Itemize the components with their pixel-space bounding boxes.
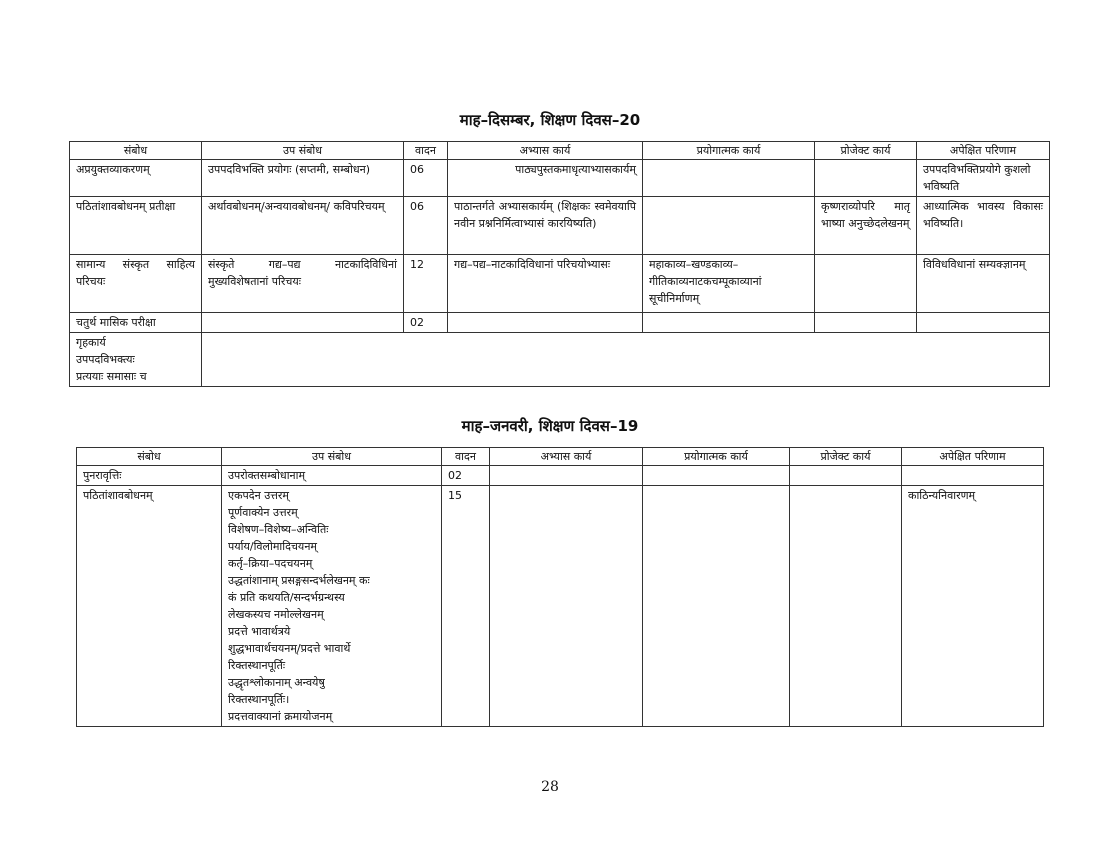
header-parinam: अपेक्षित परिणाम xyxy=(902,448,1044,466)
cell-sambodh: अप्रयुक्तव्याकरणम् xyxy=(70,160,202,197)
cell-prayogatmak xyxy=(643,486,790,727)
cell-vadan: 02 xyxy=(442,466,490,486)
subtopic-line: एकपदेन उत्तरम् xyxy=(228,489,289,502)
table-row xyxy=(70,160,1050,197)
cell-parinam xyxy=(902,466,1044,486)
cell-vadan: 06 xyxy=(404,160,448,197)
cell-prayogatmak xyxy=(643,197,815,255)
header-sambodh: संबोध xyxy=(77,448,222,466)
cell-abhyas: पाठ्यपुस्तकमाधृत्याभ्यासकार्यम् xyxy=(448,160,643,197)
subtopic-line: रिक्तस्थानपूर्तिः। xyxy=(228,693,290,706)
header-vadan: वादन xyxy=(404,142,448,160)
subtopic-line: लेखकस्यच नमोल्लेखनम् xyxy=(228,608,324,621)
header-sambodh: संबोध xyxy=(70,142,202,160)
homework-line: प्रत्ययाः समासाः च xyxy=(76,370,147,383)
homework-blank-cell xyxy=(202,333,1050,387)
december-schedule-table xyxy=(69,141,1050,387)
header-up-sambodh: उप संबोध xyxy=(222,448,442,466)
cell-vadan: 06 xyxy=(404,197,448,255)
cell-sambodh: पठितांशावबोधनम् प्रतीक्षा xyxy=(70,197,202,255)
header-parinam: अपेक्षित परिणाम xyxy=(917,142,1050,160)
subtopic-line: कं प्रति कथयति/सन्दर्भग्रन्थस्य xyxy=(228,591,345,604)
header-prayogatmak: प्रयोगात्मक कार्य xyxy=(643,142,815,160)
subtopic-line: पर्याय/विलोमादिचयनम् xyxy=(228,540,317,553)
table-row xyxy=(70,255,1050,313)
header-abhyas: अभ्यास कार्य xyxy=(490,448,643,466)
header-abhyas: अभ्यास कार्य xyxy=(448,142,643,160)
subtopic-line: पूर्णवाक्येन उत्तरम् xyxy=(228,506,298,519)
subtopic-line: उद्धृतश्लोकानाम् अन्वयेषु xyxy=(228,676,325,689)
subtopic-line: रिक्तस्थानपूर्तिः xyxy=(228,659,286,672)
cell-prayogatmak: महाकाव्य–खण्डकाव्य– गीतिकाव्यनाटकचम्पूकाव्यानां सूचीनिर्माणम् xyxy=(643,255,815,313)
subtopic-line: प्रदत्ते भावार्थत्रये xyxy=(228,625,291,638)
subtopic-line: उद्धतांशानाम् प्रसङ्गसन्दर्भलेखनम् कः xyxy=(228,574,370,587)
cell-up-sambodh: संस्कृते गद्य–पद्य नाटकादिविधिनां मुख्यविशेषतानां परिचयः xyxy=(202,255,404,313)
homework-line: उपपदविभक्त्यः xyxy=(76,353,135,366)
cell-abhyas: पाठान्तर्गते अभ्यासकार्यम् (शिक्षकः स्वमेवयापि नवीन प्रश्ननिर्मित्वाभ्यासं कारयिष्यति) xyxy=(448,197,643,255)
section-2-heading: माह–जनवरी, शिक्षण दिवस–19 xyxy=(461,417,639,435)
header-project: प्रोजेक्ट कार्य xyxy=(790,448,902,466)
subtopic-line: प्रदत्तवाक्यानां क्रमायोजनम् xyxy=(228,710,333,723)
cell-abhyas xyxy=(490,486,643,727)
table-header-row xyxy=(70,142,1050,160)
section-1-heading: माह–दिसम्बर, शिक्षण दिवस–20 xyxy=(459,111,641,129)
header-project: प्रोजेक्ट कार्य xyxy=(815,142,917,160)
cell-sambodh: पठितांशावबोधनम् xyxy=(77,486,222,727)
cell-parinam: आध्यात्मिक भावस्य विकासः भविष्यति। xyxy=(917,197,1050,255)
cell-up-sambodh: उपरोक्तसम्बोधानाम् xyxy=(222,466,442,486)
cell-project xyxy=(790,466,902,486)
cell-prayogatmak xyxy=(643,160,815,197)
homework-cell xyxy=(70,333,202,387)
table-header-row xyxy=(77,448,1044,466)
cell-project xyxy=(815,255,917,313)
cell-project xyxy=(790,486,902,727)
cell-up-sambodh: उपपदविभक्ति प्रयोगः (सप्तमी, सम्बोधन) xyxy=(202,160,404,197)
subtopic-line: विशेषण–विशेष्य–अन्वितिः xyxy=(228,523,329,536)
header-vadan: वादन xyxy=(442,448,490,466)
cell-up-sambodh xyxy=(202,313,404,333)
header-up-sambodh: उप संबोध xyxy=(202,142,404,160)
january-schedule-table xyxy=(76,447,1044,727)
cell-project: कृष्णराव्योपरि मातृ भाष्या अनुच्छेदलेखनम् xyxy=(815,197,917,255)
cell-abhyas: गद्य–पद्य–नाटकादिविधानां परिचयोभ्यासः xyxy=(448,255,643,313)
table-row xyxy=(70,197,1050,255)
cell-abhyas xyxy=(490,466,643,486)
cell-parinam: विविधविधानां सम्यक्ज्ञानम् xyxy=(917,255,1050,313)
cell-parinam: उपपदविभक्तिप्रयोगे कुशलो भविष्यति xyxy=(917,160,1050,197)
cell-vadan: 02 xyxy=(404,313,448,333)
subtopic-line: कर्तृ–क्रिया–पदचयनम् xyxy=(228,557,313,570)
subtopic-line: शुद्धभावार्थचयनम्/प्रदत्ते भावार्थे xyxy=(228,642,351,655)
cell-vadan: 12 xyxy=(404,255,448,313)
cell-sambodh: चतुर्थ मासिक परीक्षा xyxy=(70,313,202,333)
page-number: 28 xyxy=(541,779,559,795)
cell-up-sambodh xyxy=(222,486,442,727)
table-row xyxy=(77,486,1044,727)
table-row xyxy=(77,466,1044,486)
cell-up-sambodh: अर्थावबोधनम्/अन्वयावबोधनम्/ कविपरिचयम् xyxy=(202,197,404,255)
header-prayogatmak: प्रयोगात्मक कार्य xyxy=(643,448,790,466)
cell-vadan: 15 xyxy=(442,486,490,727)
cell-prayogatmak xyxy=(643,313,815,333)
cell-sambodh: सामान्य संस्कृत साहित्य परिचयः xyxy=(70,255,202,313)
homework-row xyxy=(70,333,1050,387)
cell-prayogatmak xyxy=(643,466,790,486)
table-row xyxy=(70,313,1050,333)
cell-sambodh: पुनरावृत्तिः xyxy=(77,466,222,486)
cell-abhyas xyxy=(448,313,643,333)
cell-project xyxy=(815,313,917,333)
cell-parinam xyxy=(917,313,1050,333)
cell-parinam: काठिन्यनिवारणम् xyxy=(902,486,1044,727)
homework-line: गृहकार्य xyxy=(76,336,106,349)
cell-project xyxy=(815,160,917,197)
